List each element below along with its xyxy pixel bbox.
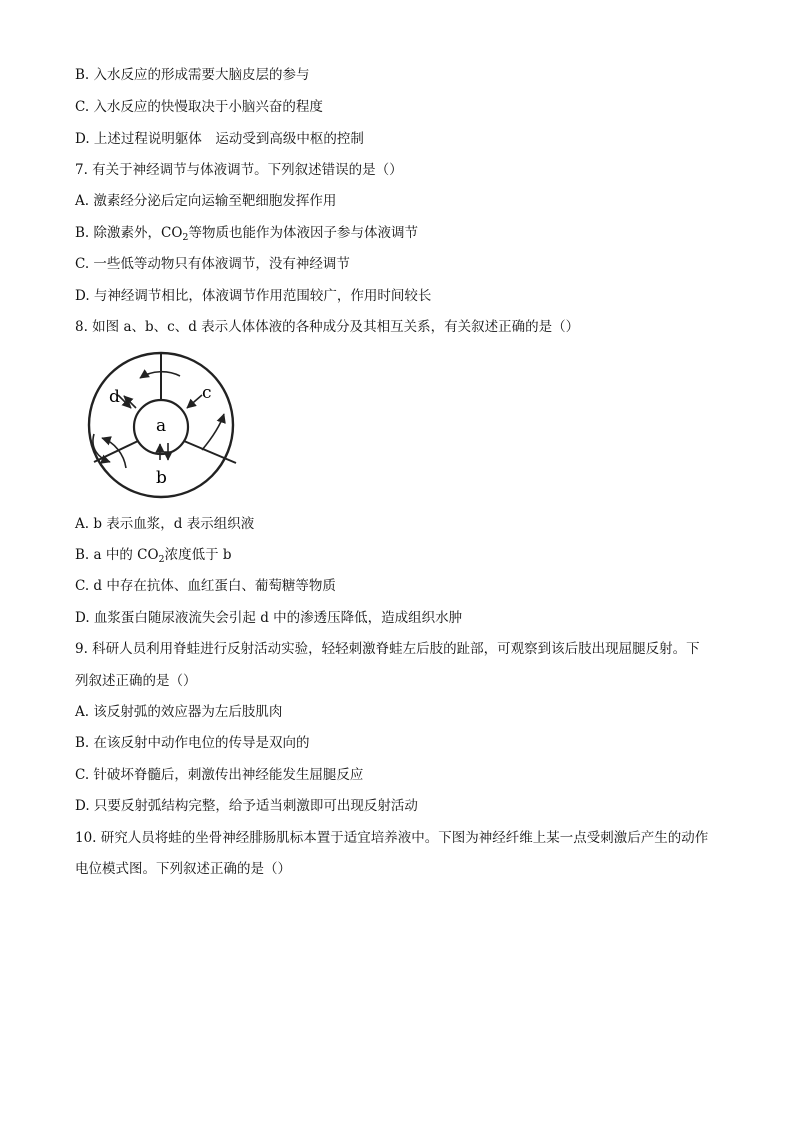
arrow-right-arc bbox=[202, 414, 224, 450]
q6-option-d: D. 上述过程说明躯体 运动受到高级中枢的控制 bbox=[75, 131, 364, 147]
label-b: b bbox=[156, 468, 167, 488]
q7-option-b-pre: B. 除激素外，CO bbox=[75, 225, 183, 241]
q7-option-d: D. 与神经调节相比，体液调节作用范围较广，作用时间较长 bbox=[75, 288, 432, 304]
q7-option-a: A. 激素经分泌后定向运输至靶细胞发挥作用 bbox=[75, 193, 337, 209]
q6-option-b: B. 入水反应的形成需要大脑皮层的参与 bbox=[75, 67, 310, 83]
q9-option-d: D. 只要反射弧结构完整，给予适当刺激即可出现反射活动 bbox=[75, 798, 418, 814]
q10-stem-line1: 10. 研究人员将蛙的坐骨神经腓肠肌标本置于适宜培养液中。下图为神经纤维上某一点受刺激后产生的动作 bbox=[75, 830, 709, 846]
arrow-left-arc-down bbox=[93, 434, 110, 462]
q9-option-c: C. 针破坏脊髓后，刺激传出神经能发生屈腿反应 bbox=[75, 767, 364, 783]
q8-option-b bbox=[75, 546, 232, 569]
body-fluid-diagram bbox=[76, 350, 252, 500]
label-c: c bbox=[202, 383, 212, 403]
q9-option-b: B. 在该反射中动作电位的传导是双向的 bbox=[75, 735, 310, 751]
q8-option-b-pre: B. a 中的 CO bbox=[75, 547, 159, 563]
q8-option-b-post: 浓度低于 b bbox=[164, 547, 232, 563]
arrow-c-to-a bbox=[187, 395, 202, 408]
q6-option-c: C. 入水反应的快慢取决于小脑兴奋的程度 bbox=[75, 99, 323, 115]
divider-left bbox=[94, 441, 138, 462]
q7-option-b-sub: 2 bbox=[182, 232, 189, 243]
q10-stem-line2: 电位模式图。下列叙述正确的是（） bbox=[75, 861, 291, 877]
q7-stem: 7. 有关于神经调节与体液调节。下列叙述错误的是（） bbox=[75, 162, 403, 178]
q7-option-b bbox=[75, 224, 418, 247]
q8-option-b-sub: 2 bbox=[158, 554, 165, 565]
q7-option-c: C. 一些低等动物只有体液调节，没有神经调节 bbox=[75, 256, 350, 272]
q8-option-a: A. b 表示血浆，d 表示组织液 bbox=[75, 516, 255, 532]
q8-stem: 8. 如图 a、b、c、d 表示人体体液的各种成分及其相互关系，有关叙述正确的是（） bbox=[75, 319, 580, 335]
label-d: d bbox=[109, 387, 120, 407]
q8-option-d: D. 血浆蛋白随尿液流失会引起 d 中的渗透压降低，造成组织水肿 bbox=[75, 610, 463, 626]
q8-option-c: C. d 中存在抗体、血红蛋白、葡萄糖等物质 bbox=[75, 578, 336, 594]
q9-stem-line1: 9. 科研人员利用脊蛙进行反射活动实验，轻轻刺激脊蛙左后肢的趾部，可观察到该后肢出现屈腿反射。下 bbox=[75, 641, 700, 657]
q9-stem-line2: 列叙述正确的是（） bbox=[75, 673, 197, 689]
q9-option-a: A. 该反射弧的效应器为左后肢肌肉 bbox=[75, 704, 283, 720]
label-a: a bbox=[156, 416, 167, 436]
q7-option-b-post: 等物质也能作为体液因子参与体液调节 bbox=[188, 225, 418, 241]
